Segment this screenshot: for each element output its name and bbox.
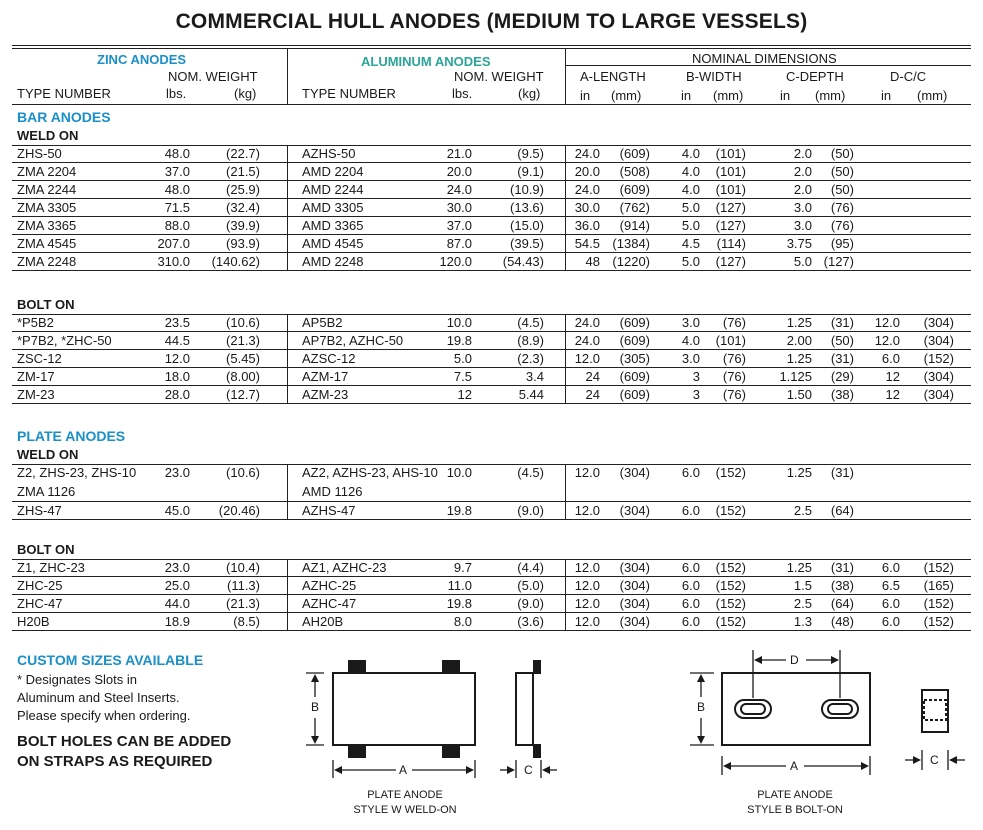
table-cell-ak: (10.9) bbox=[510, 182, 544, 197]
table-cell-zl: 12.0 bbox=[164, 351, 190, 366]
table-cell-zl: 23.0 bbox=[164, 560, 190, 575]
table-cell-zl: 45.0 bbox=[164, 503, 190, 518]
table-cell-ak: (54.43) bbox=[502, 254, 544, 269]
table-cell-z: ZMA 3305 bbox=[17, 200, 77, 215]
table-cell-ai: 12.0 bbox=[574, 503, 600, 518]
table-cell-zk: (10.4) bbox=[226, 560, 260, 575]
table-cell-z: ZHC-47 bbox=[17, 596, 63, 611]
b-caption-1: PLATE ANODE bbox=[757, 789, 833, 801]
table-cell-bi: 3 bbox=[692, 387, 700, 402]
table-cell-cm: (38) bbox=[830, 387, 854, 402]
table-cell-ci: 1.25 bbox=[786, 465, 812, 480]
table-cell-ak: (4.4) bbox=[517, 560, 544, 575]
table-cell-cm: (76) bbox=[830, 200, 854, 215]
table-cell-am: (305) bbox=[619, 351, 650, 366]
table-cell-zk: (5.45) bbox=[226, 351, 260, 366]
table-cell-bm: (152) bbox=[715, 560, 746, 575]
table-cell-ci: 1.3 bbox=[793, 614, 812, 629]
table-cell-dm: (152) bbox=[923, 596, 954, 611]
table-cell-ak: (9.0) bbox=[517, 596, 544, 611]
table-cell-cm: (50) bbox=[830, 333, 854, 348]
table-cell-zl: 44.0 bbox=[164, 596, 190, 611]
table-cell-di: 12.0 bbox=[874, 315, 900, 330]
table-cell-di: 12.0 bbox=[874, 333, 900, 348]
table-cell-di: 6.5 bbox=[881, 578, 900, 593]
table-cell-di: 6.0 bbox=[881, 560, 900, 575]
table-cell-bi: 5.0 bbox=[681, 218, 700, 233]
table-cell-ak: (39.5) bbox=[510, 236, 544, 251]
table-cell-dm: (152) bbox=[923, 614, 954, 629]
a-length-header: A-LENGTH bbox=[580, 69, 646, 84]
table-cell-zl: 310.0 bbox=[157, 254, 190, 269]
bolt-holes-note-1: BOLT HOLES CAN BE ADDED bbox=[17, 733, 232, 750]
table-cell-zl: 37.0 bbox=[164, 164, 190, 179]
page-title: COMMERCIAL HULL ANODES (MEDIUM TO LARGE VESSELS) bbox=[175, 10, 808, 33]
table-cell-am: (304) bbox=[619, 503, 650, 518]
table-cell-zl: 48.0 bbox=[164, 182, 190, 197]
table-cell-ci: 3.75 bbox=[786, 236, 812, 251]
table-cell-ai: 12.0 bbox=[574, 614, 600, 629]
d-mm-header: (mm) bbox=[917, 88, 948, 103]
table-cell-al: 10.0 bbox=[446, 465, 472, 480]
b-label-c: C bbox=[930, 753, 939, 767]
table-cell-a: AZ2, AZHS-23, AHS-10 bbox=[302, 465, 438, 480]
table-cell-ak: (9.0) bbox=[517, 503, 544, 518]
table-cell-a: AZM-23 bbox=[302, 387, 349, 402]
table-cell-z: Z1, ZHC-23 bbox=[17, 560, 85, 575]
table-cell-al: 7.5 bbox=[453, 369, 472, 384]
table-cell-al: 37.0 bbox=[446, 218, 472, 233]
b-label-b: B bbox=[697, 700, 706, 714]
table-cell-bi: 4.5 bbox=[681, 236, 700, 251]
table-cell-zk: (32.4) bbox=[226, 200, 260, 215]
table-cell-ak: (4.5) bbox=[517, 465, 544, 480]
table-cell-ci: 1.5 bbox=[793, 578, 812, 593]
table-cell-z: *P5B2 bbox=[17, 315, 54, 330]
table-cell-cm: (76) bbox=[830, 218, 854, 233]
table-cell-z: ZHS-47 bbox=[17, 503, 62, 518]
table-cell-z: ZM-17 bbox=[17, 369, 55, 384]
table-cell-ak: (9.1) bbox=[517, 164, 544, 179]
table-cell-ak: (13.6) bbox=[510, 200, 544, 215]
table-cell-dm: (152) bbox=[923, 351, 954, 366]
w-label-b: B bbox=[311, 700, 320, 714]
table-cell-zk: (21.5) bbox=[226, 164, 260, 179]
table-cell-am: (762) bbox=[619, 200, 650, 215]
table-cell-ai: 24.0 bbox=[574, 333, 600, 348]
table-cell-z: ZMA 2248 bbox=[17, 254, 77, 269]
table-cell-am: (609) bbox=[619, 333, 650, 348]
table-cell-am: (609) bbox=[619, 146, 650, 161]
table-cell-al: 5.0 bbox=[453, 351, 472, 366]
dcc-header: D-C/C bbox=[890, 69, 927, 84]
table-cell-al: 120.0 bbox=[439, 254, 472, 269]
table-cell-zl: 71.5 bbox=[164, 200, 190, 215]
table-cell-ai: 20.0 bbox=[574, 164, 600, 179]
table-cell-ak: 5.44 bbox=[518, 387, 544, 402]
table-cell-bi: 6.0 bbox=[681, 560, 700, 575]
table-cell-ci: 2.0 bbox=[793, 146, 812, 161]
alum-type-header: TYPE NUMBER bbox=[302, 86, 396, 101]
table-cell-ai: 24.0 bbox=[574, 315, 600, 330]
table-cell-a: AZHC-25 bbox=[302, 578, 357, 593]
table-cell-dm: (304) bbox=[923, 369, 954, 384]
table-cell-dm: (152) bbox=[923, 560, 954, 575]
zinc-lbs-header: lbs. bbox=[166, 86, 187, 101]
table-cell-a: AMD 3365 bbox=[302, 218, 364, 233]
table-cell-ci: 2.0 bbox=[793, 164, 812, 179]
table-cell-dm: (304) bbox=[923, 315, 954, 330]
b-label-d: D bbox=[790, 653, 799, 667]
subsection-plate-bolt-on: BOLT ON bbox=[17, 542, 75, 557]
table-cell-a: AP7B2, AZHC-50 bbox=[302, 333, 404, 348]
table-cell-al: 10.0 bbox=[446, 315, 472, 330]
section-plate-anodes: PLATE ANODES bbox=[17, 428, 126, 444]
table-cell-ci: 2.5 bbox=[793, 503, 812, 518]
subsection-bar-weld-on: WELD ON bbox=[17, 128, 79, 143]
zinc-nom-weight: NOM. WEIGHT bbox=[168, 69, 258, 84]
table-cell-cm: (31) bbox=[830, 315, 854, 330]
table-cell-bm: (152) bbox=[715, 465, 746, 480]
zinc-type-header: TYPE NUMBER bbox=[17, 86, 111, 101]
table-cell-ai: 54.5 bbox=[574, 236, 600, 251]
table-cell-ci: 3.0 bbox=[793, 218, 812, 233]
table-cell-dm: (165) bbox=[923, 578, 954, 593]
table-cell-bm: (152) bbox=[715, 596, 746, 611]
table-cell-am: (304) bbox=[619, 596, 650, 611]
table-cell-a: AZSC-12 bbox=[302, 351, 356, 366]
table-cell-bi: 3 bbox=[692, 369, 700, 384]
zinc-kg-header: (kg) bbox=[234, 86, 257, 101]
table-cell-a: AZ1, AZHC-23 bbox=[302, 560, 387, 575]
table-cell-ai: 48 bbox=[585, 254, 600, 269]
table-cell-al: 21.0 bbox=[446, 146, 472, 161]
table-cell-zl: 18.0 bbox=[164, 369, 190, 384]
section-bar-anodes: BAR ANODES bbox=[17, 109, 111, 125]
table-cell-a: AZHS-50 bbox=[302, 146, 356, 161]
table-cell-zl: 18.9 bbox=[164, 614, 190, 629]
table-cell-ak: (4.5) bbox=[517, 315, 544, 330]
table-cell-a: AP5B2 bbox=[302, 315, 343, 330]
table-cell-al: 30.0 bbox=[446, 200, 472, 215]
table-cell-z: Z2, ZHS-23, ZHS-10 bbox=[17, 465, 137, 480]
table-cell-zl: 23.0 bbox=[164, 465, 190, 480]
table-cell-di: 6.0 bbox=[881, 596, 900, 611]
table-cell-am: (304) bbox=[619, 465, 650, 480]
table-cell-ai: 24 bbox=[585, 369, 600, 384]
table-cell-zk: (12.7) bbox=[226, 387, 260, 402]
b-caption-2: STYLE B BOLT-ON bbox=[747, 804, 843, 816]
table-cell-ci: 2.0 bbox=[793, 182, 812, 197]
table-cell-cm: (31) bbox=[830, 465, 854, 480]
table-cell-bi: 6.0 bbox=[681, 614, 700, 629]
table-cell-di: 12 bbox=[885, 387, 900, 402]
table-cell-cm: (64) bbox=[830, 596, 854, 611]
table-cell-bi: 3.0 bbox=[681, 315, 700, 330]
table-cell-zl: 48.0 bbox=[164, 146, 190, 161]
table-cell-al: 12 bbox=[457, 387, 472, 402]
table-cell-cm: (29) bbox=[830, 369, 854, 384]
b-in-header: in bbox=[681, 88, 692, 103]
table-cell-zl: 23.5 bbox=[164, 315, 190, 330]
table-cell-al: 19.8 bbox=[446, 333, 472, 348]
table-cell-zk: (25.9) bbox=[226, 182, 260, 197]
nominal-header: NOMINAL DIMENSIONS bbox=[692, 51, 837, 66]
table-cell-zk: (21.3) bbox=[226, 596, 260, 611]
table-cell-zl: 207.0 bbox=[157, 236, 190, 251]
table-cell-bm: (76) bbox=[722, 315, 746, 330]
table-cell-cm: (50) bbox=[830, 146, 854, 161]
table-cell-z: ZSC-12 bbox=[17, 351, 62, 366]
table-cell-ai: 24 bbox=[585, 387, 600, 402]
table-cell-zk: (8.5) bbox=[233, 614, 260, 629]
zinc-header: ZINC ANODES bbox=[97, 52, 187, 67]
table-cell-bm: (76) bbox=[722, 387, 746, 402]
table-cell-am: (609) bbox=[619, 387, 650, 402]
table-cell-am: (609) bbox=[619, 182, 650, 197]
table-cell-bm: (101) bbox=[715, 164, 746, 179]
table-cell-al: 9.7 bbox=[453, 560, 472, 575]
table-cell-am: (1220) bbox=[612, 254, 650, 269]
w-label-c: C bbox=[524, 763, 533, 777]
table-cell-zl: 25.0 bbox=[164, 578, 190, 593]
table-cell-bm: (101) bbox=[715, 146, 746, 161]
table-cell-zl: 44.5 bbox=[164, 333, 190, 348]
table-cell-am: (609) bbox=[619, 369, 650, 384]
table-cell-bi: 5.0 bbox=[681, 254, 700, 269]
table-cell-am: (304) bbox=[619, 614, 650, 629]
table-cell-bm: (101) bbox=[715, 333, 746, 348]
table-cell-zk: (22.7) bbox=[226, 146, 260, 161]
table-cell-ci: 1.25 bbox=[786, 351, 812, 366]
table-cell-cm: (127) bbox=[823, 254, 854, 269]
table-cell-zk: (21.3) bbox=[226, 333, 260, 348]
table-cell-di: 12 bbox=[885, 369, 900, 384]
table-cell-zk: (11.3) bbox=[227, 578, 260, 593]
table-cell-zk: (140.62) bbox=[211, 254, 260, 269]
table-cell-z: ZMA 4545 bbox=[17, 236, 77, 251]
table-cell-zk: (10.6) bbox=[226, 315, 260, 330]
table-cell-ai: 36.0 bbox=[574, 218, 600, 233]
w-caption-1: PLATE ANODE bbox=[367, 789, 443, 801]
alum-kg-header: (kg) bbox=[518, 86, 541, 101]
table-cell-bm: (152) bbox=[715, 503, 746, 518]
table-cell-al: 87.0 bbox=[446, 236, 472, 251]
table-cell-ak: (3.6) bbox=[517, 614, 544, 629]
table-cell-bi: 4.0 bbox=[681, 164, 700, 179]
table-cell-cm: (50) bbox=[830, 182, 854, 197]
table-cell-cm: (31) bbox=[830, 351, 854, 366]
table-cell-bi: 6.0 bbox=[681, 503, 700, 518]
table-cell-z: ZMA 2204 bbox=[17, 164, 77, 179]
table-cell-ci: 1.25 bbox=[786, 560, 812, 575]
table-cell-a: AMD 2244 bbox=[302, 182, 364, 197]
table-cell-bm: (152) bbox=[715, 578, 746, 593]
table-cell-ai: 24.0 bbox=[574, 146, 600, 161]
table-cell-ak: (5.0) bbox=[517, 578, 544, 593]
table-cell-zl: 28.0 bbox=[164, 387, 190, 402]
table-cell-am: (304) bbox=[619, 578, 650, 593]
table-cell-z: ZHS-50 bbox=[17, 146, 62, 161]
table-cell-ai: 12.0 bbox=[574, 465, 600, 480]
table-cell-bi: 6.0 bbox=[681, 465, 700, 480]
table-cell-am: (1384) bbox=[612, 236, 650, 251]
w-caption-2: STYLE W WELD-ON bbox=[353, 804, 457, 816]
subsection-bar-bolt-on: BOLT ON bbox=[17, 297, 75, 312]
table-cell-z: H20B bbox=[17, 614, 50, 629]
table-cell-a: AZHS-47 bbox=[302, 503, 356, 518]
table-cell-bm: (114) bbox=[716, 236, 746, 251]
table-cell-cm: (48) bbox=[830, 614, 854, 629]
table-cell-ci: 3.0 bbox=[793, 200, 812, 215]
table-cell-ai: 24.0 bbox=[574, 182, 600, 197]
b-width-header: B-WIDTH bbox=[686, 69, 742, 84]
table-cell-zk: (10.6) bbox=[226, 465, 260, 480]
table-cell-ak: (2.3) bbox=[517, 351, 544, 366]
table-cell-zl: 88.0 bbox=[164, 218, 190, 233]
table-cell-di: 6.0 bbox=[881, 614, 900, 629]
table-cell-bm: (152) bbox=[715, 614, 746, 629]
table-cell-ai: 30.0 bbox=[574, 200, 600, 215]
table-cell-z2: ZMA 1126 bbox=[17, 484, 76, 499]
table-cell-cm: (38) bbox=[830, 578, 854, 593]
table-cell-z: ZM-23 bbox=[17, 387, 55, 402]
table-cell-z: ZMA 3365 bbox=[17, 218, 77, 233]
custom-sizes-note: CUSTOM SIZES AVAILABLE bbox=[17, 652, 204, 668]
table-cell-zk: (93.9) bbox=[226, 236, 260, 251]
a-mm-header: (mm) bbox=[611, 88, 642, 103]
table-cell-ci: 5.0 bbox=[793, 254, 812, 269]
table-cell-zk: (8.00) bbox=[226, 369, 260, 384]
table-cell-a: AMD 3305 bbox=[302, 200, 364, 215]
table-cell-zk: (39.9) bbox=[226, 218, 260, 233]
alum-nom-weight: NOM. WEIGHT bbox=[454, 69, 544, 84]
table-cell-ai: 12.0 bbox=[574, 596, 600, 611]
table-cell-ak: (15.0) bbox=[510, 218, 544, 233]
table-cell-bi: 6.0 bbox=[681, 578, 700, 593]
table-cell-bi: 6.0 bbox=[681, 596, 700, 611]
b-label-a: A bbox=[790, 759, 799, 773]
table-cell-a: AMD 2248 bbox=[302, 254, 364, 269]
a-in-header: in bbox=[580, 88, 591, 103]
table-cell-bi: 5.0 bbox=[681, 200, 700, 215]
table-cell-bm: (101) bbox=[715, 182, 746, 197]
subsection-plate-weld-on: WELD ON bbox=[17, 447, 79, 462]
table-cell-bm: (127) bbox=[715, 254, 746, 269]
aluminum-header: ALUMINUM ANODES bbox=[361, 54, 491, 69]
note-line-3: Please specify when ordering. bbox=[17, 708, 191, 723]
table-cell-cm: (50) bbox=[830, 164, 854, 179]
table-cell-ak: (9.5) bbox=[517, 146, 544, 161]
table-cell-z: ZHC-25 bbox=[17, 578, 63, 593]
d-in-header: in bbox=[881, 88, 892, 103]
c-depth-header: C-DEPTH bbox=[786, 69, 844, 84]
table-cell-bm: (76) bbox=[722, 369, 746, 384]
table-cell-cm: (95) bbox=[830, 236, 854, 251]
table-cell-bi: 4.0 bbox=[681, 182, 700, 197]
table-cell-ak: (8.9) bbox=[517, 333, 544, 348]
table-cell-a: AMD 4545 bbox=[302, 236, 364, 251]
alum-lbs-header: lbs. bbox=[452, 86, 473, 101]
w-label-a: A bbox=[399, 763, 408, 777]
table-cell-al: 19.8 bbox=[446, 596, 472, 611]
table-cell-a: AZHC-47 bbox=[302, 596, 357, 611]
b-mm-header: (mm) bbox=[713, 88, 744, 103]
table-cell-ci: 2.5 bbox=[793, 596, 812, 611]
table-cell-di: 6.0 bbox=[881, 351, 900, 366]
table-cell-cm: (64) bbox=[830, 503, 854, 518]
table-cell-al: 11.0 bbox=[447, 578, 472, 593]
table-cell-ci: 1.125 bbox=[779, 369, 812, 384]
table-cell-ai: 12.0 bbox=[574, 560, 600, 575]
table-cell-bm: (127) bbox=[715, 200, 746, 215]
table-cell-ak: 3.4 bbox=[525, 369, 544, 384]
table-cell-dm: (304) bbox=[923, 387, 954, 402]
table-cell-a: AZM-17 bbox=[302, 369, 349, 384]
table-cell-al: 8.0 bbox=[453, 614, 472, 629]
table-cell-z: *P7B2, *ZHC-50 bbox=[17, 333, 112, 348]
table-cell-ci: 2.00 bbox=[786, 333, 812, 348]
c-mm-header: (mm) bbox=[815, 88, 846, 103]
table-cell-bi: 3.0 bbox=[681, 351, 700, 366]
table-cell-ci: 1.25 bbox=[786, 315, 812, 330]
table-cell-am: (304) bbox=[619, 560, 650, 575]
table-cell-am: (609) bbox=[619, 315, 650, 330]
table-cell-a2: AMD 1126 bbox=[302, 484, 363, 499]
c-in-header: in bbox=[780, 88, 791, 103]
table-cell-a: AH20B bbox=[302, 614, 344, 629]
table-cell-z: ZMA 2244 bbox=[17, 182, 77, 197]
table-cell-bi: 4.0 bbox=[681, 146, 700, 161]
table-cell-ai: 12.0 bbox=[574, 578, 600, 593]
table-cell-am: (508) bbox=[619, 164, 650, 179]
table-cell-ci: 1.50 bbox=[786, 387, 812, 402]
note-line-1: * Designates Slots in bbox=[17, 672, 137, 687]
table-cell-bi: 4.0 bbox=[681, 333, 700, 348]
table-cell-a: AMD 2204 bbox=[302, 164, 364, 179]
table-cell-am: (914) bbox=[619, 218, 650, 233]
table-cell-dm: (304) bbox=[923, 333, 954, 348]
table-cell-bm: (76) bbox=[722, 351, 746, 366]
table-cell-bm: (127) bbox=[715, 218, 746, 233]
table-cell-al: 20.0 bbox=[446, 164, 472, 179]
table-cell-ai: 12.0 bbox=[574, 351, 600, 366]
table-cell-al: 19.8 bbox=[446, 503, 472, 518]
table-cell-zk: (20.46) bbox=[218, 503, 260, 518]
note-line-2: Aluminum and Steel Inserts. bbox=[17, 690, 180, 705]
bolt-holes-note-2: ON STRAPS AS REQUIRED bbox=[17, 753, 213, 770]
table-cell-al: 24.0 bbox=[446, 182, 472, 197]
table-cell-cm: (31) bbox=[830, 560, 854, 575]
